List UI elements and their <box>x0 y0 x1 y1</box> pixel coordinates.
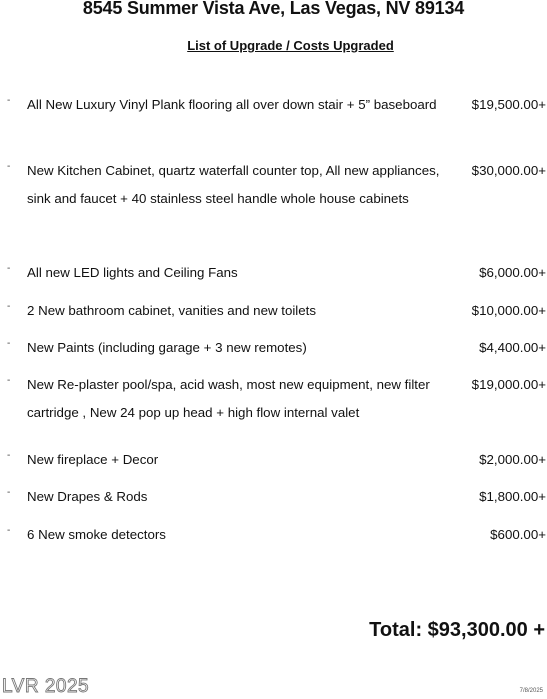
item-description: All new LED lights and Ceiling Fans <box>27 265 238 280</box>
document-date: 7/8/2025 <box>519 688 543 694</box>
item-description: New fireplace + Decor <box>27 452 159 467</box>
item-price: $19,500.00+ <box>471 97 546 112</box>
bullet-marker: - <box>7 301 11 312</box>
item-description: New Paints (including garage + 3 new remotes) <box>27 340 307 355</box>
bullet-marker: - <box>7 450 11 461</box>
item-description: 6 New smoke detectors <box>27 527 166 542</box>
item-description: 2 New bathroom cabinet, vanities and new toilets <box>27 303 316 318</box>
bullet-marker: - <box>7 525 11 536</box>
item-price: $6,000.00+ <box>479 265 546 280</box>
item-description: New Kitchen Cabinet, quartz waterfall counter top, All new appliances, sink and faucet + 40 stainless steel handle whole house cabinets <box>27 163 440 206</box>
item-description: New Drapes & Rods <box>27 489 148 504</box>
item-price: $600.00+ <box>490 527 546 542</box>
item-description: All New Luxury Vinyl Plank flooring all over down stair + 5” baseboard <box>27 97 437 112</box>
page-subtitle: List of Upgrade / Costs Upgraded <box>187 38 394 53</box>
item-price: $30,000.00+ <box>471 163 546 178</box>
item-price: $10,000.00+ <box>471 303 546 318</box>
bullet-marker: - <box>7 263 11 274</box>
bullet-marker: - <box>7 161 11 172</box>
bullet-marker: - <box>7 95 11 106</box>
item-price: $19,000.00+ <box>471 377 546 392</box>
bullet-marker: - <box>7 487 11 498</box>
page-title: 8545 Summer Vista Ave, Las Vegas, NV 89134 <box>82 0 465 18</box>
bullet-marker: - <box>7 375 11 386</box>
item-price: $2,000.00+ <box>479 452 546 467</box>
bullet-marker: - <box>7 338 11 349</box>
item-price: $4,400.00+ <box>479 340 546 355</box>
item-description: New Re-plaster pool/spa, acid wash, most new equipment, new filter cartridge , New 24 pop up head + high flow internal valet <box>27 377 430 420</box>
watermark: LVR 2025 <box>2 676 90 697</box>
item-price: $1,800.00+ <box>479 489 546 504</box>
total-amount: Total: $93,300.00 + <box>369 619 545 641</box>
